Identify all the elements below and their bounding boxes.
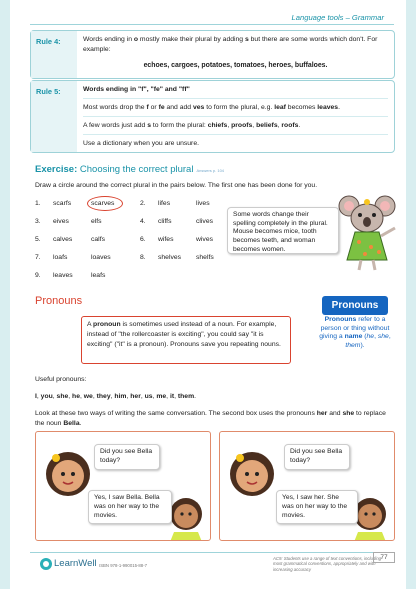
plural-option[interactable]: scarves (91, 200, 115, 207)
plural-option[interactable]: scarfs (53, 200, 72, 207)
isbn: ISBN 978-1-990015-88-7 (99, 563, 148, 568)
plural-option[interactable]: calves (53, 236, 73, 243)
learnwell-logo-icon (40, 558, 52, 570)
rule4-text: Words ending in o mostly make their plural by adding s but there are some words which don't. For example: (83, 36, 378, 53)
plural-option[interactable]: wives (196, 236, 213, 243)
pronouns-heading: Pronouns (35, 295, 83, 307)
pair-number: 2. (140, 200, 146, 207)
answer-circle (87, 196, 123, 211)
koala-illustration (337, 192, 397, 272)
exercise-title: Exercise: Choosing the correct plural Answers p. 104 (35, 164, 225, 175)
plural-option[interactable]: leaves (53, 272, 73, 279)
pair-number: 5. (35, 236, 41, 243)
pronoun-explanation-box: A pronoun is sometimes used instead of a noun. For example, instead of "the rollercoaster is exciting", you could say "it is exciting" ("it" is a pronoun). Pronouns save you repeating nouns. (81, 316, 291, 364)
plural-option[interactable]: eives (53, 218, 69, 225)
rule5-line1: Most words drop the f or fe and add ves to form the plural, e.g. leaf becomes leaves. (83, 103, 388, 117)
question-bubble-2: Did you see Bella today? (284, 444, 350, 470)
plural-option[interactable]: clives (196, 218, 213, 225)
plural-option[interactable]: elfs (91, 218, 102, 225)
rule5-heading: Words ending in "f", "fe" and "ff" (83, 85, 388, 99)
plural-option[interactable]: leafs (91, 272, 106, 279)
useful-pronouns-label: Useful pronouns: (35, 376, 87, 383)
pronoun-list: I, you, she, he, we, they, him, her, us, me, it, them. (35, 393, 197, 400)
plural-option[interactable]: shelves (158, 254, 182, 261)
koala-speech-bubble: Some words change their spelling completely in the plural. Mouse becomes mice, tooth becomes teeth, and woman becomes women. (227, 207, 339, 254)
conversation-box-1 (35, 431, 211, 541)
brand-name: LearnWell (54, 558, 97, 569)
rule4-label: Rule 4: (31, 31, 77, 78)
page-number: 77 (373, 552, 395, 563)
conversation-box-2 (219, 431, 395, 541)
answer-bubble-1: Yes, I saw Bella. Bella was on her way to the movies. (88, 490, 172, 524)
plural-option[interactable]: lifes (158, 200, 171, 207)
workbook-page (10, 0, 406, 589)
plural-option[interactable]: wifes (158, 236, 174, 243)
plural-option[interactable]: shelfs (196, 254, 214, 261)
pair-number: 8. (140, 254, 146, 261)
rule5-label: Rule 5: (31, 81, 77, 152)
rule5-line3: Use a dictionary when you are unsure. (83, 140, 199, 147)
question-bubble-1: Did you see Bella today? (94, 444, 160, 470)
plural-option[interactable]: lives (196, 200, 210, 207)
pronouns-definition: Pronouns refer to a person or thing without giving a name (he, she, them). (319, 316, 391, 349)
pair-number: 7. (35, 254, 41, 261)
exercise-instruction: Draw a circle around the correct plural in the pairs below. The first one has been done for you. (35, 182, 318, 189)
plural-option[interactable]: loaves (91, 254, 111, 261)
pronouns-logo: Pronouns (322, 296, 388, 315)
pair-number: 3. (35, 218, 41, 225)
pair-number: 1. (35, 200, 41, 207)
page-header: Language tools – Grammar (291, 13, 384, 22)
pair-number: 6. (140, 236, 146, 243)
answer-bubble-2: Yes, I saw her. She was on her way to the movies. (276, 490, 358, 524)
header-divider (30, 24, 394, 25)
curriculum-note: AC9: Students use a range of text conventions, including most grammatical conventions, appropriately and with increasing accuracy (273, 556, 381, 572)
plural-option[interactable]: cliffs (158, 218, 172, 225)
plural-option[interactable]: loafs (53, 254, 68, 261)
rule5-line2: A few words just add s to form the plural: chiefs, proofs, beliefs, roofs. (83, 121, 388, 135)
pair-number: 9. (35, 272, 41, 279)
plural-option[interactable]: calfs (91, 236, 105, 243)
footer-divider (30, 552, 394, 553)
rule5-box (30, 80, 395, 153)
rule4-box (30, 30, 395, 79)
rule4-examples: echoes, cargoes, potatoes, tomatoes, heroes, buffaloes. (143, 62, 328, 69)
pair-number: 4. (140, 218, 146, 225)
conversation-intro: Look at these two ways of writing the same conversation. The second box uses the pronouns her and she to replace the noun Bella. (35, 410, 386, 427)
